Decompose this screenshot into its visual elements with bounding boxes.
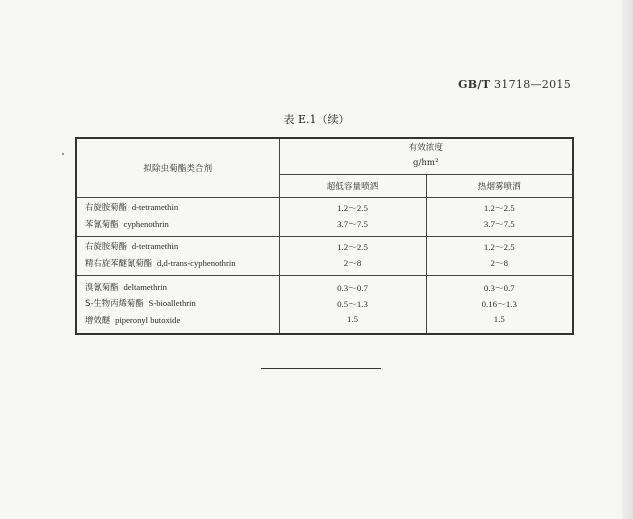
list-item: 精右旋苯醚氰菊酯 d,d-trans-cyphenothrin <box>85 257 236 268</box>
header-concentration-label: 有效浓度 <box>408 142 443 153</box>
end-rule <box>261 368 381 369</box>
standard-number <box>458 78 571 91</box>
list-item: S-生物丙烯菊酯 S-bioallethrin <box>85 298 196 308</box>
standard-prefix: GB/T <box>458 78 491 91</box>
header-ulv-spray: 超低容量喷洒 <box>279 174 426 197</box>
list-item: 右旋胺菊酯 d-tetramethin <box>85 202 179 212</box>
group-2-names <box>76 236 279 275</box>
header-concentration <box>279 138 573 174</box>
group-3-names <box>76 275 279 334</box>
list-item: 苯氰菊酯 cyphenothrin <box>85 218 169 229</box>
list-item: 右旋胺菊酯 d-tetramethin <box>85 241 179 251</box>
group-1-ulv: 1.2～2.5 3.7～7.5 <box>279 197 426 236</box>
group-3-fog: 0.3～0.7 0.16～1.3 1.5 <box>426 275 573 334</box>
group-1-fog: 1.2～2.5 3.7～7.5 <box>426 197 573 236</box>
header-concentration-unit: g/hm² <box>412 158 439 169</box>
standard-code: 31718—2015 <box>494 78 571 91</box>
table-title: 表 E.1（续） <box>283 113 350 126</box>
group-1-names <box>76 197 279 236</box>
group-3-ulv: 0.3～0.7 0.5～1.3 1.5 <box>279 275 426 334</box>
scan-speck <box>62 153 64 155</box>
group-2-ulv: 1.2～2.5 2～8 <box>279 236 426 275</box>
header-mixture-name: 拟除虫菊酯类合剂 <box>76 138 279 197</box>
list-item: 溴氰菊酯 deltamethrin <box>85 281 167 292</box>
group-2-fog: 1.2～2.5 2～8 <box>426 236 573 275</box>
list-item: 增效醚 piperonyl butoxide <box>85 314 181 325</box>
concentration-table <box>75 137 574 335</box>
scan-edge <box>622 0 633 519</box>
header-thermal-fog: 热烟雾喷洒 <box>426 174 573 197</box>
